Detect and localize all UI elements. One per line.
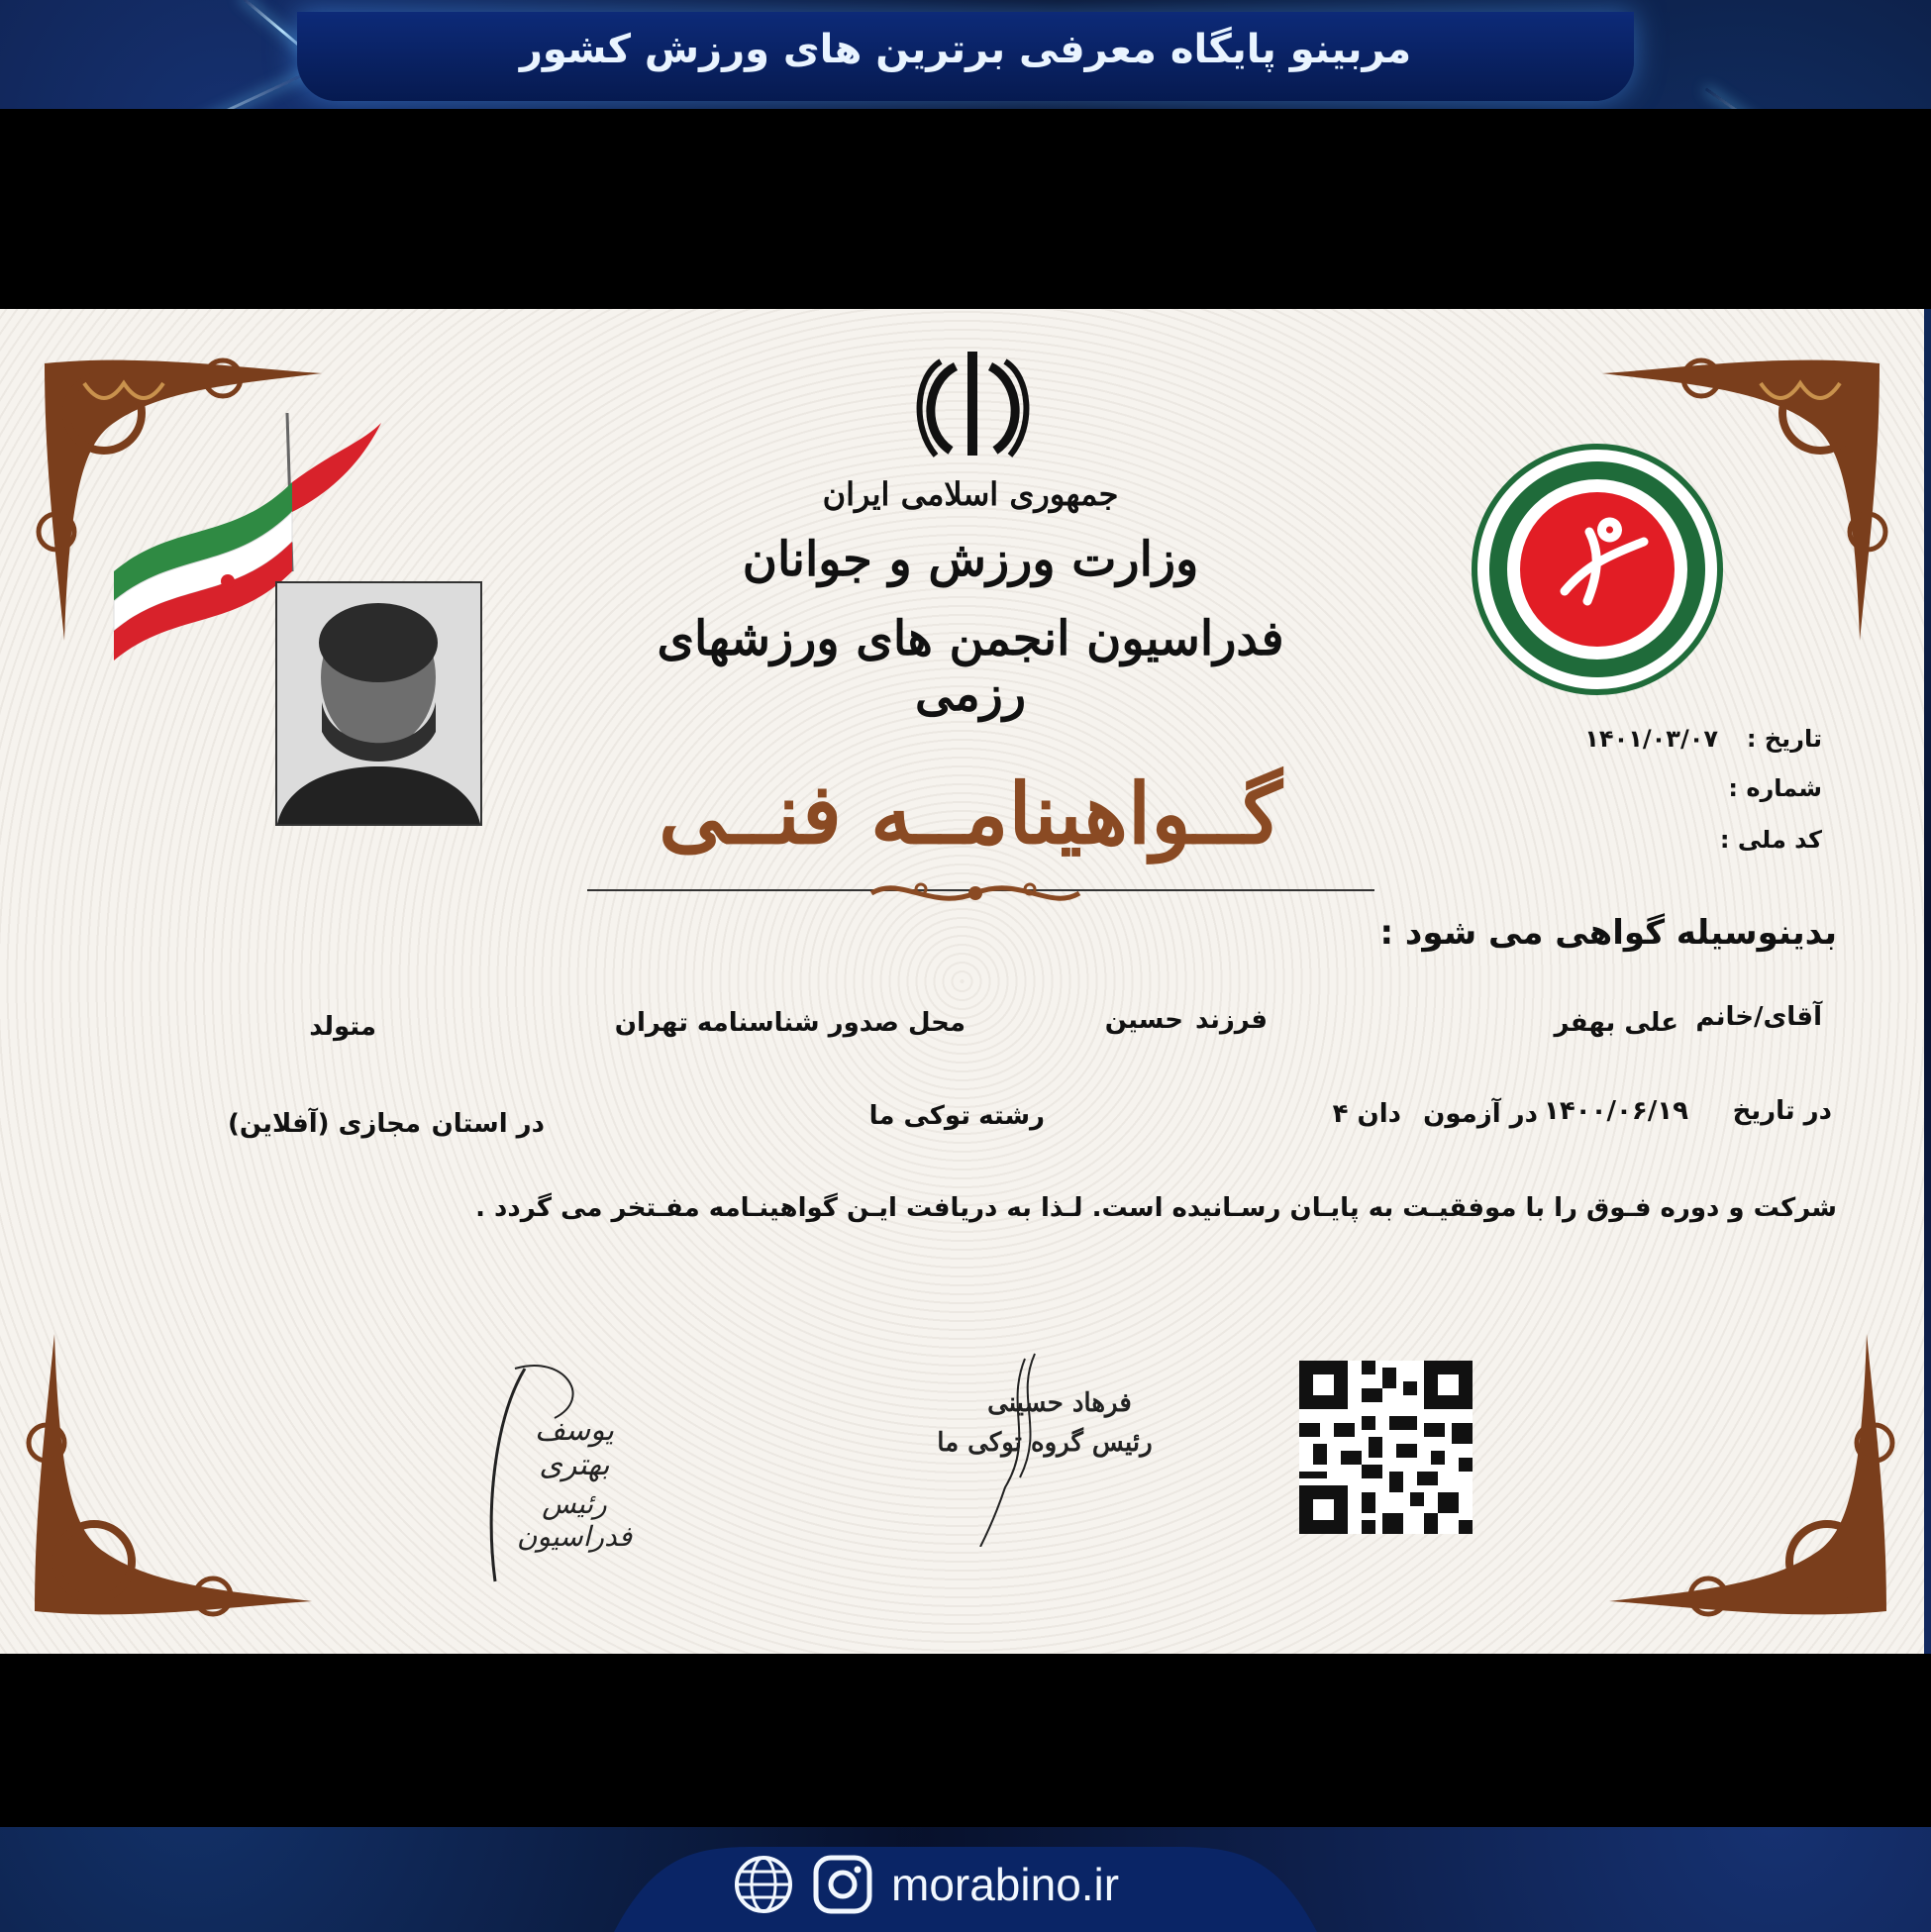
signature-left-title: رئیس فدراسیون [516,1487,633,1553]
federation-logo-icon [1471,443,1724,696]
footer [733,1850,1198,1919]
signature-middle-title: رئیس گروه توکی ما [937,1428,1153,1458]
mr-mrs-label: آقای/خانم [1695,1002,1822,1032]
signature-left-name: یوسف بهتری [534,1413,615,1482]
closing-text: شرکت و دوره فـوق را با موفقیـت به پایـان رسـانیده است. لـذا به دریافت ایـن گواهینـامه مفـتخر می گردد . [475,1193,1837,1223]
divider-ornament-icon [862,875,1089,911]
corner-ornament-bottom-right [1589,1314,1906,1631]
issue-place: تهران [614,1008,688,1038]
child-of-label: فرزند [1195,1005,1268,1035]
certificate [0,309,1924,1654]
person-silhouette-icon [277,583,480,824]
banner-title: مربینو پایگاه معرفی برترین های ورزش کشور [519,27,1412,72]
black-band-bottom [0,1654,1931,1827]
field-value: توکی ما [868,1101,970,1131]
father-name: حسین [1104,1005,1183,1035]
exam-label: در آزمون [1423,1099,1538,1129]
province-label: در استان [431,1109,545,1139]
black-band-top [0,109,1931,309]
date2-value: ۱۴۰۰/۰۶/۱۹ [1544,1096,1688,1126]
globe-icon[interactable] [733,1854,794,1915]
certificate-title: گــواهینامــه فنــی [659,764,1282,863]
date-label: تاریخ : [1746,725,1822,753]
date-value: ۱۴۰۱/۰۳/۰۷ [1584,725,1718,753]
signature-middle-name: فرهاد حسینی [987,1388,1132,1418]
number-label: شماره : [1728,774,1822,802]
ministry-title: وزارت ورزش و جوانان [742,532,1199,587]
born-label: متولد [309,1012,376,1042]
iran-emblem-icon [911,347,1035,460]
federation-title: فدراسیون انجمن های ورزشهای رزمی [657,611,1284,722]
corner-ornament-bottom-left [15,1314,332,1631]
website-link[interactable]: morabino.ir [891,1859,1120,1910]
national-code-label: کد ملی : [1719,826,1822,854]
holder-photo [275,581,482,826]
date2-label: در تاریخ [1732,1096,1832,1126]
issue-place-label: محل صدور شناسنامه [696,1008,966,1038]
holder-name: علی بهفر [1554,1008,1678,1038]
field-label: رشته [978,1101,1045,1131]
republic-title: جمهوری اسلامی ایران [822,475,1119,513]
intro-text: بدینوسیله گواهی می شود : [1379,913,1837,953]
qr-code-icon [1299,1361,1473,1534]
province-value: مجازی (آفلاین) [227,1109,421,1139]
instagram-icon[interactable] [812,1854,873,1915]
rank-value: دان ۴ [1332,1099,1401,1129]
